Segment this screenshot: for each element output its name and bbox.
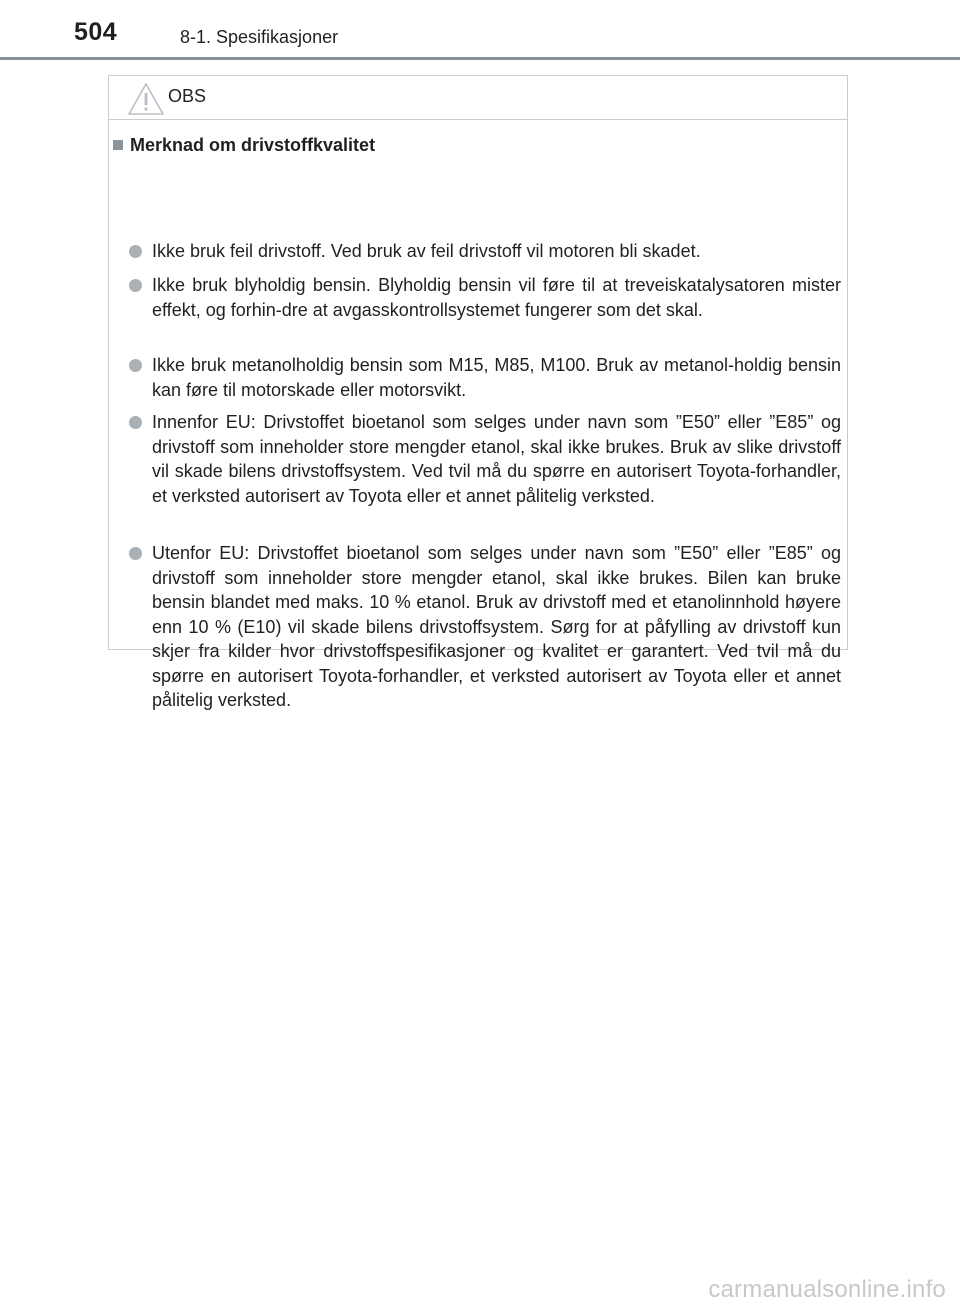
list-item: Ikke bruk blyholdig bensin. Blyholdig bensin vil føre til at treveiskatalysatoren mister effekt, og forhin-dre at avgasskontrollsystemet fungerer som det skal. [152, 275, 841, 320]
list-item: Ikke bruk metanolholdig bensin som M15, M85, M100. Bruk av metanol-holdig bensin kan føre til motorskade eller motorsvikt. [152, 355, 841, 400]
list-item: Innenfor EU: Drivstoffet bioetanol som selges under navn som ”E50” eller ”E85” og drivstoff som inneholder store mengder etanol, skal ikke brukes. Bruk av slike drivstoff vil skade bilens drivstoffsystem. Ved tvil må du spørre en autorisert Toyota-forhandler, et verksted autorisert av Toyota eller et annet pålitelig verksted. [152, 412, 841, 506]
notice-header [109, 76, 847, 120]
warning-triangle-icon [127, 82, 165, 116]
section-title: 8-1. Spesifikasjoner [180, 27, 339, 47]
notice-subheading [113, 135, 375, 156]
square-bullet-icon [113, 140, 123, 150]
header-divider [0, 57, 960, 60]
bullet-icon [129, 359, 142, 372]
notice-box [108, 75, 848, 710]
page-header [0, 0, 960, 47]
page-number: 504 [74, 18, 118, 46]
bullet-icon [129, 245, 142, 258]
bullet-icon [129, 416, 142, 429]
bullet-icon [129, 547, 142, 560]
list-item: Utenfor EU: Drivstoffet bioetanol som selges under navn som ”E50” eller ”E85” og drivstoff som inneholder store mengder etanol, skal ikke brukes. Bilen kan bruke bensin blandet med maks. 10 % etanol. Bruk av drivstoff med et etanolinnhold høyere enn 10 % (E10) vil skade bilens drivstoffsystem. Sørg for at påfylling av drivstoff kun skjer fra kilder hvor drivstoffspesifikasjoner og kvalitet er garantert. Ved tvil må du spørre en autorisert Toyota-forhandler, et verksted autorisert av Toyota eller et annet pålitelig verksted. [152, 543, 841, 710]
notice-title: OBS [168, 86, 207, 106]
list-item: Ikke bruk feil drivstoff. Ved bruk av feil drivstoff vil motoren bli skadet. [152, 241, 701, 261]
bullet-icon [129, 279, 142, 292]
watermark: carmanualsonline.info [708, 1276, 946, 1303]
subheading-text: Merknad om drivstoffkvalitet [130, 135, 376, 155]
